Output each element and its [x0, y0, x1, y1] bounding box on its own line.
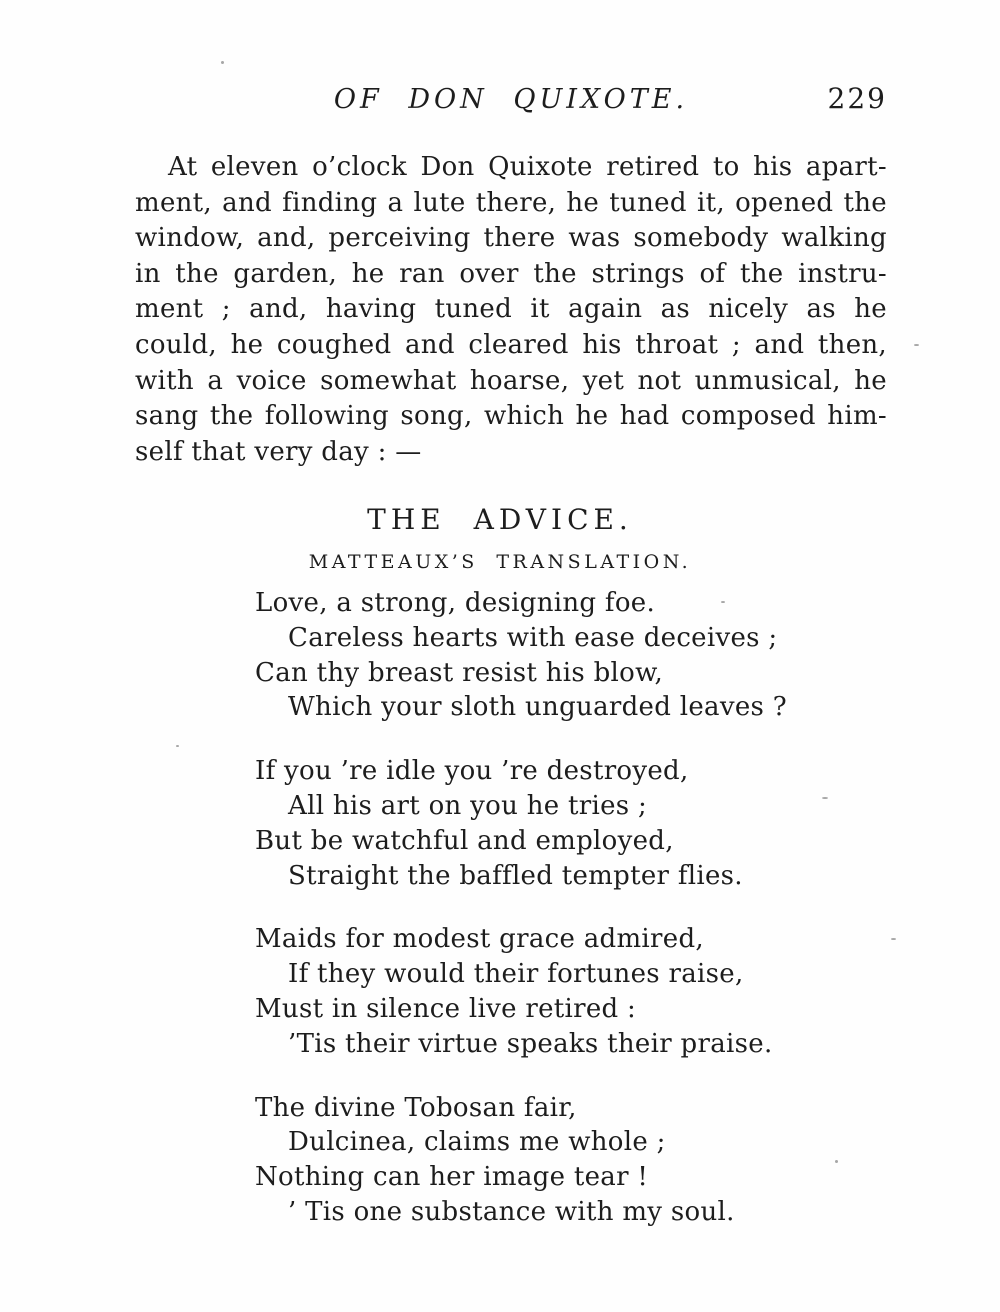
scan-speck [914, 344, 919, 346]
page-number: 229 [827, 82, 887, 115]
verse-line: But be watchful and employed, [255, 825, 674, 856]
poem-stanza [255, 922, 895, 1061]
paragraph-line: ment, and finding a lute there, he tuned it, opened the [135, 187, 887, 218]
verse-line: Which your sloth unguarded leaves ? [288, 692, 787, 723]
paragraph-line: self that very day : — [135, 436, 422, 467]
verse-line: Nothing can her image tear ! [255, 1162, 649, 1193]
paragraph-line: in the garden, he ran over the strings of the instru- [135, 258, 887, 289]
paragraph-line: with a voice somewhat hoarse, yet not unmusical, he [135, 365, 887, 396]
paragraph-line: sang the following song, which he had composed him- [135, 401, 887, 432]
verse-line: If you ’re idle you ’re destroyed, [255, 756, 689, 787]
scan-speck [822, 797, 828, 799]
verse-line: ’Tis their virtue speaks their praise. [288, 1028, 773, 1059]
poem-title: THE ADVICE. [367, 503, 633, 536]
verse-line: The divine Tobosan fair, [255, 1092, 577, 1123]
prose-paragraph [135, 150, 887, 470]
page-header [135, 84, 887, 118]
paragraph-line: could, he coughed and cleared his throat ; and then, [135, 329, 887, 360]
paragraph-line: ment ; and, having tuned it again as nicely as he [135, 294, 887, 325]
paragraph-line: window, and, perceiving there was somebody walking [135, 223, 887, 254]
scan-speck [221, 61, 224, 64]
poem-subtitle: MATTEAUX’S TRANSLATION. [308, 551, 692, 573]
verse-line: ’ Tis one substance with my soul. [288, 1196, 735, 1227]
poem-stanza [255, 754, 895, 893]
scan-speck [176, 745, 179, 747]
scan-speck [721, 601, 725, 603]
running-title: OF DON QUIXOTE. [333, 84, 689, 115]
poem [255, 586, 895, 1259]
verse-line: Dulcinea, claims me whole ; [288, 1127, 666, 1158]
verse-line: Must in silence live retired : [255, 993, 637, 1024]
verse-line: Love, a strong, designing foe. [255, 588, 656, 618]
scan-speck [835, 1160, 838, 1163]
poem-stanza [255, 1091, 895, 1230]
verse-line: All his art on you he tries ; [288, 790, 648, 821]
poem-stanza [255, 586, 895, 725]
verse-line: Careless hearts with ease deceives ; [288, 622, 778, 653]
verse-line: Maids for modest grace admired, [255, 924, 704, 955]
verse-line: If they would their fortunes raise, [288, 959, 744, 990]
verse-line: Straight the baffled tempter flies. [288, 860, 743, 891]
scan-speck [891, 938, 896, 940]
verse-line: Can thy breast resist his blow, [255, 657, 664, 688]
paragraph-line: At eleven o’clock Don Quixote retired to his apart- [168, 152, 887, 182]
